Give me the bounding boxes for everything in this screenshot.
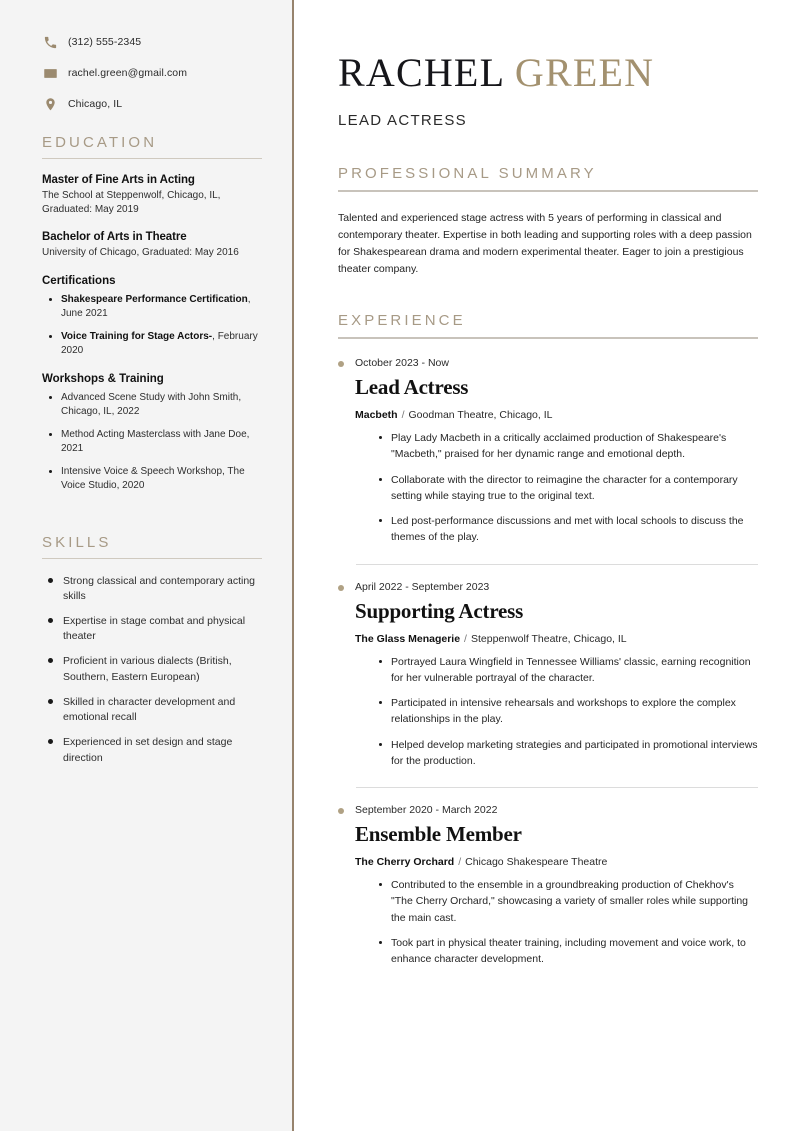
contact-email: [42, 65, 262, 81]
education-degree: Master of Fine Arts in Acting: [42, 174, 195, 186]
summary-heading: PROFESSIONAL SUMMARY: [338, 165, 758, 192]
experience-bullets: [379, 430, 758, 546]
education-school: University of Chicago, Graduated: May 2016: [42, 247, 239, 259]
workshops-list: [42, 391, 262, 494]
skills-list: [42, 574, 262, 766]
contact-phone: [42, 34, 262, 50]
certification-date: , June 2021: [61, 293, 251, 320]
experience-date: October 2023 - Now: [338, 357, 758, 369]
experience-date: September 2020 - March 2022: [338, 804, 758, 816]
experience-bullets: [379, 654, 758, 770]
experience-role: Lead Actress: [355, 375, 469, 399]
list-item: Skilled in character development and emotional recall: [44, 695, 262, 725]
workshops-heading: Workshops & Training: [42, 372, 164, 385]
education-heading: EDUCATION: [42, 134, 262, 159]
play-name: Macbeth: [355, 409, 398, 421]
list-item: Advanced Scene Study with John Smith, Chicago, IL, 2022: [44, 391, 262, 420]
experience-heading: EXPERIENCE: [338, 312, 758, 339]
list-item: Proficient in various dialects (British, Southern, Eastern European): [44, 654, 262, 684]
email-text: rachel.green@gmail.com: [68, 67, 188, 79]
list-item: Took part in physical theater training, including movement and voice work, to enhance character development.: [379, 935, 758, 968]
experience-entry: [338, 581, 758, 770]
phone-text: (312) 555-2345: [68, 36, 142, 48]
experience-date: April 2022 - September 2023: [338, 581, 758, 593]
experience-bullets: [379, 877, 758, 967]
certifications-heading: Certifications: [42, 274, 116, 287]
slash-separator: /: [458, 856, 462, 869]
first-name: RACHEL: [338, 50, 504, 95]
education-degree: Bachelor of Arts in Theatre: [42, 231, 187, 244]
divider: [356, 787, 758, 788]
certification-name: Voice Training for Stage Actors-: [61, 330, 213, 342]
experience-role: Ensemble Member: [355, 822, 522, 847]
list-item: Intensive Voice & Speech Workshop, The Voice Studio, 2020: [44, 465, 262, 494]
envelope-icon: [42, 65, 58, 81]
list-item: [44, 293, 262, 322]
list-item: Led post-performance discussions and met with local schools to discuss the themes of the play.: [379, 513, 758, 546]
main-content: [294, 0, 800, 1131]
certification-date: , February 2020: [61, 330, 258, 357]
experience-entry: [338, 804, 758, 967]
experience-company: [355, 633, 758, 645]
page-title: [338, 52, 758, 94]
education-item: [42, 174, 262, 217]
phone-icon: [42, 34, 58, 50]
slash-separator: /: [464, 632, 467, 645]
list-item: [44, 330, 262, 359]
contact-location: [42, 96, 262, 112]
list-item: Participated in intensive rehearsals and workshops to explore the complex relationships in the play.: [379, 695, 758, 728]
theatre-name: Chicago Shakespeare Theatre: [465, 856, 608, 869]
list-item: Method Acting Masterclass with Jane Doe, 2021: [44, 428, 262, 457]
theatre-name: Goodman Theatre, Chicago, IL: [408, 409, 553, 421]
divider: [356, 564, 758, 565]
list-item: Experienced in set design and stage direction: [44, 735, 262, 765]
job-title: LEAD ACTRESS: [338, 112, 467, 129]
location-text: Chicago, IL: [68, 98, 123, 110]
last-name: GREEN: [514, 50, 655, 95]
education-item: [42, 231, 262, 260]
list-item: Portrayed Laura Wingfield in Tennessee Williams' classic, earning recognition for her vulnerable portrayal of the character.: [379, 654, 758, 687]
experience-role: Supporting Actress: [355, 598, 524, 623]
list-item: Strong classical and contemporary acting skills: [44, 574, 262, 604]
list-item: Contributed to the ensemble in a groundbreaking production of Chekhov's "The Cherry Orchard," showcasing a variety of smaller roles while supporting the main cast.: [379, 877, 758, 926]
list-item: Play Lady Macbeth in a critically acclaimed production of Shakespeare's "Macbeth," praised for her dynamic range and emotional depth.: [379, 430, 758, 463]
experience-entry: [338, 357, 758, 546]
list-item: Helped develop marketing strategies and participated in promotional interviews for the production.: [379, 737, 758, 770]
sidebar: [0, 0, 294, 1131]
list-item: Collaborate with the director to reimagine the character for a contemporary setting while staying true to the original text.: [379, 472, 758, 505]
certification-name: Shakespeare Performance Certification: [61, 293, 248, 305]
certifications-list: [42, 293, 262, 359]
play-name: The Glass Menagerie: [355, 632, 461, 645]
list-item: Expertise in stage combat and physical theater: [44, 614, 262, 644]
map-pin-icon: [42, 96, 58, 112]
skills-heading: SKILLS: [42, 534, 262, 559]
experience-company: [355, 856, 758, 868]
education-school: The School at Steppenwolf, Chicago, IL, Graduated: May 2019: [42, 190, 221, 216]
experience-company: [355, 409, 758, 421]
theatre-name: Steppenwolf Theatre, Chicago, IL: [470, 632, 627, 645]
play-name: The Cherry Orchard: [355, 856, 455, 869]
summary-text: Talented and experienced stage actress with 5 years of performing in classical and contemporary theater. Expertise in both leading and supporting roles with a deep passion for Shakespearean drama and modern experimental theater. Eager to join a prestigious theater company.: [338, 212, 752, 275]
slash-separator: /: [401, 409, 405, 421]
